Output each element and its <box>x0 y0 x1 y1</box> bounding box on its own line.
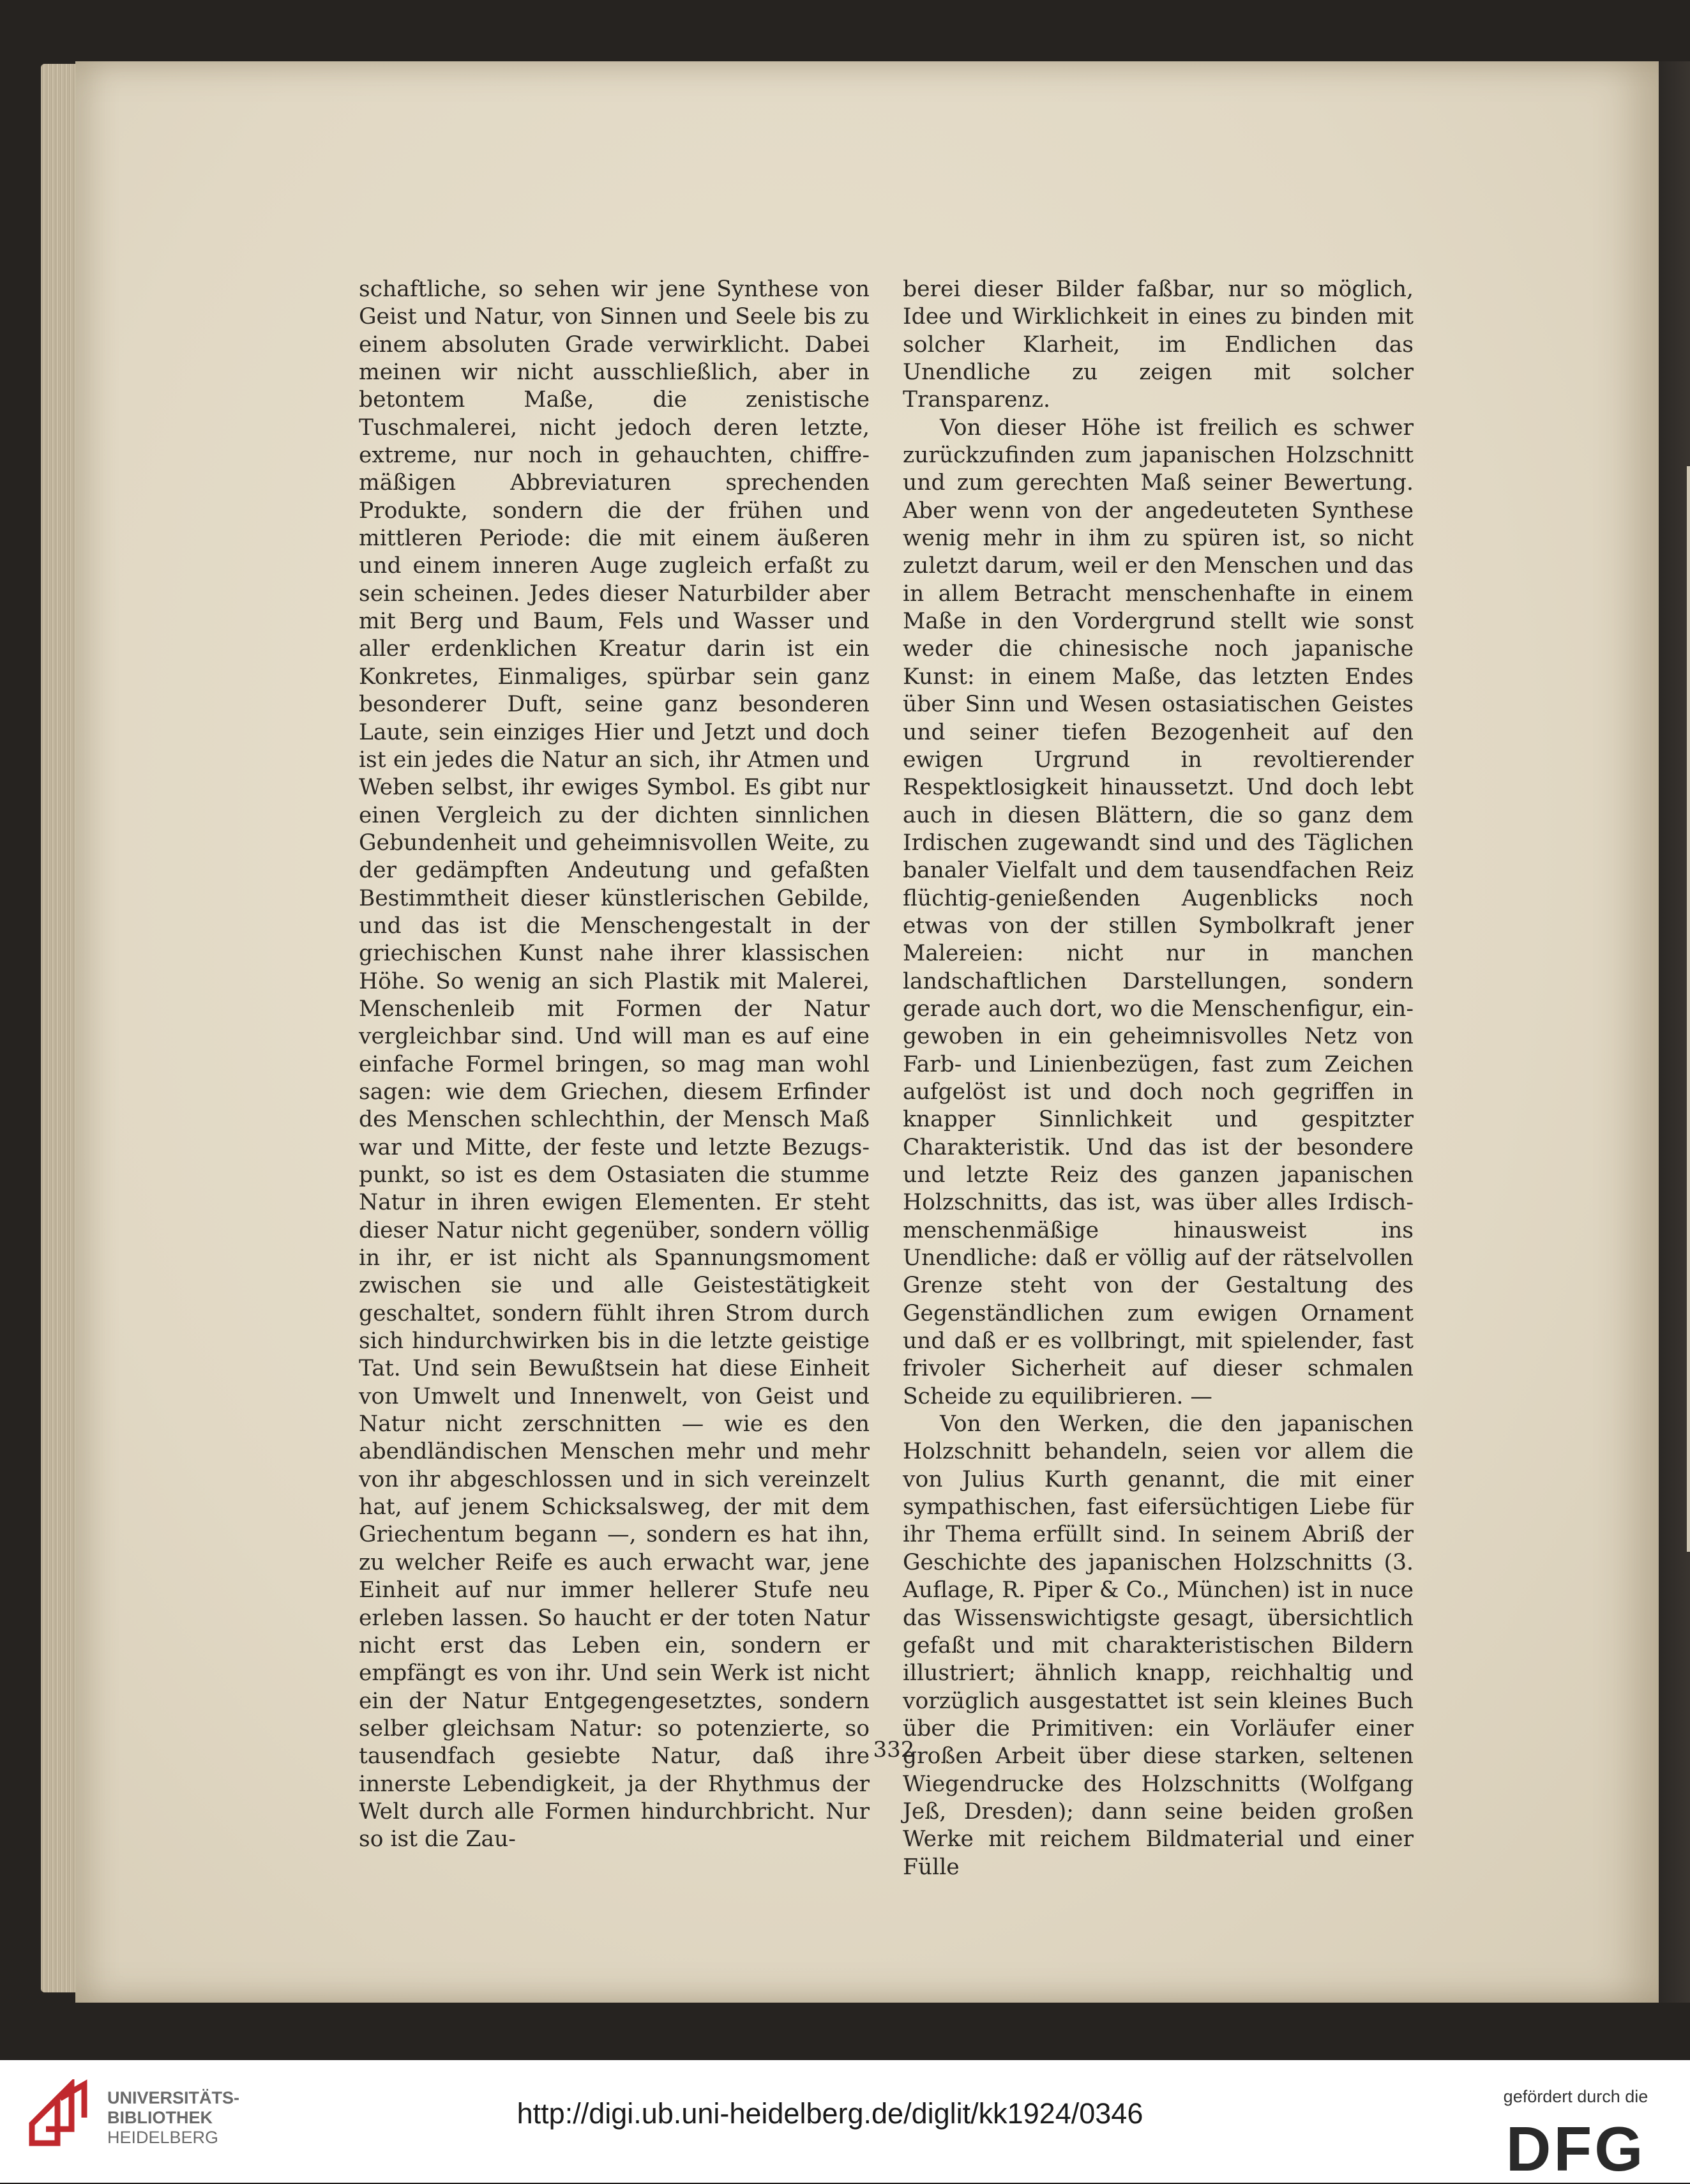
text-column-right <box>903 276 1414 1881</box>
library-name-line: BIBLIOTHEK <box>107 2108 213 2127</box>
sponsor-caption: gefördert durch die <box>1503 2087 1649 2106</box>
paragraph: Von dieser Höhe ist freilich es schwer zurückzufinden zum japanischen Holzschnitt und zum gerechten Maß seiner Bewertung. Aber wenn von der angedeuteten Synthese wenig mehr in ihm zu spüren ist, so nicht zuletzt darum, weil er den Menschen und das in allem Betracht menschenhafte in einem Maße in den Vordergrund stellt wie sonst weder die chinesische noch japanische Kunst: in einem Maße, das letzten Endes über Sinn und Wesen ostasiatischen Geistes und seiner tiefen Bezogenheit auf den ewigen Urgrund in revoltierender Respektlosigkeit hinaussetzt. Und doch lebt auch in diesen Blättern, die so ganz dem Irdischen zugewandt sind und des Täglichen banaler Vielfalt und dem tausendfachen Reiz flüchtig-genießenden Augenblicks noch etwas von der stillen Symbolkraft jener Malereien: nicht nur in manchen landschaftlichen Darstellungen, sondern gerade auch dort, wo die Menschenfigur, eingewoben in ein geheimnisvolles Netz von Farb- und Linienbezügen, fast zum Zeichen aufgelöst ist und doch noch gegriffen in knapper Sinnlichkeit und gespitzter Charakteristik. Und das ist der besondere und letzte Reiz des ganzen japanischen Holzschnitts, das ist, was über alles Irdisch-menschenmäßige hinausweist ins Unendliche: daß er völlig auf der rätselvollen Grenze steht von der Gestaltung des Gegenständlichen zum ewigen Ornament und daß er es vollbringt, mit spielender, fast frivoler Sicherheit auf dieser schmalen Scheide zu equilibrieren. — <box>903 414 1414 1409</box>
facing-page-edge <box>1659 61 1690 2003</box>
facing-plate-edge <box>1687 466 1690 1552</box>
paragraph: schaftliche, so sehen wir jene Synthese von Geist und Natur, von Sinnen und Seele bis zu einem absoluten Grade verwirklicht. Dabei meinen wir nicht ausschließlich, aber in betontem Maße, die zenistische Tuschmalerei, nicht jedoch deren letzte, extreme, nur noch in gehauchten, chiffremäßigen Abbreviaturen sprechenden Produkte, sondern die der frühen und mittleren Periode: die mit einem äußeren und einem inneren Auge zugleich erfaßt zu sein scheinen. Jedes dieser Naturbilder aber mit Berg und Baum, Fels und Wasser und aller erdenklichen Kreatur darin ist ein Konkretes, Einmaliges, spürbar sein ganz besonderer Duft, seine ganz besonderen Laute, sein einziges Hier und Jetzt und doch ist ein jedes die Natur an sich, ihr Atmen und Weben selbst, ihr ewiges Symbol. Es gibt nur einen Vergleich zu der dichten sinnlichen Gebundenheit und geheimnisvollen Weite, zu der gedämpften Andeutung und gefaßten Bestimmtheit dieser künstlerischen Gebilde, und das ist die Menschengestalt in der griechischen Kunst nahe ihrer klassischen Höhe. So wenig an sich Plastik mit Malerei, Menschenleib mit Formen der Natur vergleichbar sind. Und will man es auf eine einfache Formel bringen, so mag man wohl sagen: wie dem Griechen, diesem Erfinder des Menschen schlechthin, der Mensch Maß war und Mitte, der feste und letzte Bezugspunkt, so ist es dem Ostasiaten die stumme Natur in ihren ewigen Elementen. Er steht dieser Natur nicht gegenüber, sondern völlig in ihr, er ist nicht als Spannungsmoment zwischen sie und alle Geistestätigkeit geschaltet, sondern fühlt ihren Strom durch sich hindurchwirken bis in die letzte geistige Tat. Und sein Bewußtsein hat diese Einheit von Umwelt und Innenwelt, von Geist und Natur nicht zerschnitten — wie es den abendländischen Menschen mehr und mehr von ihr abgeschlossen und in sich vereinzelt hat, auf jenem Schicksalsweg, der mit dem Griechentum begann —, sondern es hat ihn, zu welcher Reife es auch erwacht war, jene Einheit auf nur immer hellerer Stufe neu erleben lassen. So haucht er der toten Natur nicht erst das Leben ein, sondern er empfängt es von ihr. Und sein Werk ist nicht ein der Natur Entgegengesetztes, sondern selber gleichsam Natur: so potenzierte, so tausendfach gesiebte Natur, daß ihre innerste Lebendigkeit, ja der Rhythmus der Welt durch alle Formen hindurchbricht. Nur so ist die Zau- <box>359 277 870 1853</box>
library-name[interactable] <box>107 2088 239 2148</box>
page-number: 332 <box>873 1737 915 1763</box>
dfg-logo[interactable]: DFG <box>1505 2114 1646 2184</box>
paragraph: berei dieser Bilder faßbar, nur so möglich, Idee und Wirklichkeit in eines zu binden mit solcher Klarheit, im Endlichen das Unendliche zu zeigen mit solcher Transparenz. <box>903 277 1414 413</box>
text-column-left <box>359 276 870 1854</box>
library-name-line: UNIVERSITÄTS- <box>107 2088 240 2107</box>
viewer-footer <box>0 2060 1690 2183</box>
library-name-line: HEIDELBERG <box>107 2128 219 2147</box>
university-library-logo-icon[interactable] <box>20 2079 97 2156</box>
paragraph: Von den Werken, die den japanischen Holzschnitt behandeln, seien vor allem die von Julius Kurth genannt, die mit einer sympathischen, fast eifersüchtigen Liebe für ihr Thema erfüllt sind. In seinem Abriß der Geschichte des japanischen Holzschnitts (3. Auflage, R. Piper & Co., München) ist in nuce das Wissenswichtigste gesagt, übersichtlich gefaßt und mit charakteristischen Bildern illustriert; ähnlich knapp, reichhaltig und vorzüglich ausgestattet ist sein kleines Buch über die Primitiven: ein Vorläufer einer großen Arbeit über diese starken, seltenen Wiegendrucke des Holzschnitts (Wolfgang Jeß, Dresden); dann seine beiden großen Werke mit reichem Bildmaterial und einer Fülle <box>903 1411 1414 1880</box>
permalink-url[interactable]: http://digi.ub.uni-heidelberg.de/diglit/kk1924/0346 <box>517 2097 1143 2130</box>
